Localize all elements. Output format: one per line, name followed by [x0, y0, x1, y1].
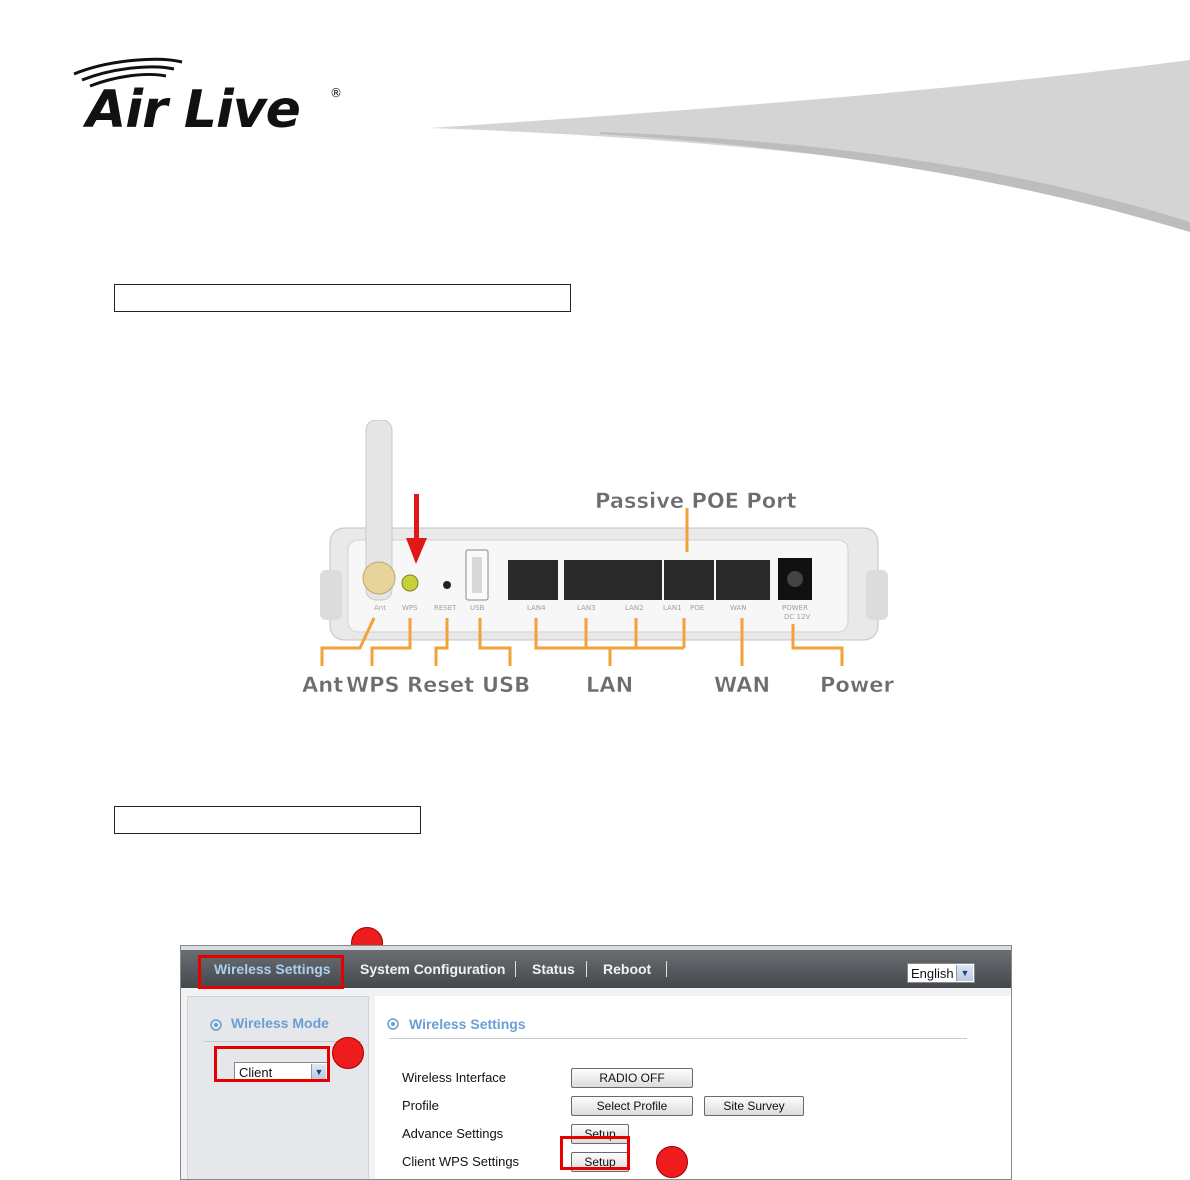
row-label-client-wps-settings: Client WPS Settings	[402, 1154, 520, 1169]
sidebar-title	[210, 1015, 329, 1031]
panel-label-poe: POE	[690, 604, 705, 612]
registered-mark: ®	[330, 86, 342, 100]
caption-box-2	[114, 806, 421, 834]
panel-label-power: POWER	[782, 604, 808, 612]
chevron-down-icon[interactable]: ▼	[956, 965, 973, 981]
highlight-wireless-mode-select	[214, 1046, 330, 1082]
label-reset: Reset	[407, 673, 475, 697]
panel-label-wps: WPS	[402, 604, 418, 612]
panel-label-dc12v: DC 12V	[784, 613, 811, 621]
sidebar	[187, 996, 369, 1180]
label-power: Power	[820, 673, 894, 697]
row-label-advance-settings: Advance Settings	[402, 1126, 504, 1141]
logo-wordmark: Air Live	[86, 80, 300, 140]
nav-separator	[515, 961, 516, 977]
label-wps: WPS	[346, 673, 400, 697]
airlive-logo	[68, 54, 358, 144]
label-passive-poe: Passive POE Port	[595, 489, 797, 513]
label-usb: USB	[482, 673, 531, 697]
panel-label-ant: Ant	[374, 604, 386, 612]
panel-label-lan3: LAN3	[577, 604, 596, 612]
panel-label-lan2: LAN2	[625, 604, 644, 612]
language-select[interactable]	[907, 963, 975, 983]
nav-reboot[interactable]: Reboot	[603, 961, 652, 977]
highlight-wireless-settings	[198, 955, 344, 989]
nav-system-configuration[interactable]: System Configuration	[360, 961, 506, 977]
highlight-wps-setup-button	[560, 1136, 630, 1170]
panel-label-usb: USB	[470, 604, 485, 612]
nav-separator	[666, 961, 667, 977]
gear-icon	[387, 1018, 399, 1030]
panel-label-reset: RESET	[434, 604, 457, 612]
nav-wireless-settings[interactable]: Wireless Settings	[214, 961, 331, 977]
caption-box-1	[114, 284, 571, 312]
select-profile-button[interactable]: Select Profile	[571, 1096, 693, 1116]
language-value: English	[911, 966, 954, 981]
callout-3-marker	[656, 1146, 688, 1178]
panel-label-lan1: LAN1	[663, 604, 682, 612]
wps-setup-button[interactable]: Setup	[571, 1152, 629, 1172]
site-survey-button[interactable]: Site Survey	[704, 1096, 804, 1116]
sidebar-title-text: Wireless Mode	[231, 1015, 329, 1031]
gear-icon	[210, 1019, 222, 1031]
panel-label-wan: WAN	[730, 604, 747, 612]
nav-separator	[586, 961, 587, 977]
wireless-mode-value: Client	[239, 1065, 273, 1080]
router-back-panel-image	[290, 420, 900, 710]
label-lan: LAN	[586, 673, 634, 697]
content-panel	[375, 996, 1011, 1180]
chevron-down-icon[interactable]: ▼	[311, 1064, 326, 1080]
content-title	[387, 1016, 526, 1032]
label-wan: WAN	[714, 673, 771, 697]
label-ant: Ant	[302, 673, 344, 697]
row-label-wireless-interface: Wireless Interface	[402, 1070, 507, 1085]
panel-label-lan4: LAN4	[527, 604, 546, 612]
row-label-profile: Profile	[402, 1098, 439, 1113]
radio-off-button[interactable]: RADIO OFF	[571, 1068, 693, 1088]
nav-status[interactable]: Status	[532, 961, 575, 977]
content-title-text: Wireless Settings	[409, 1016, 526, 1032]
content-divider	[389, 1038, 967, 1039]
advance-setup-button[interactable]: Setup	[571, 1124, 629, 1144]
callout-2-marker	[332, 1037, 364, 1069]
